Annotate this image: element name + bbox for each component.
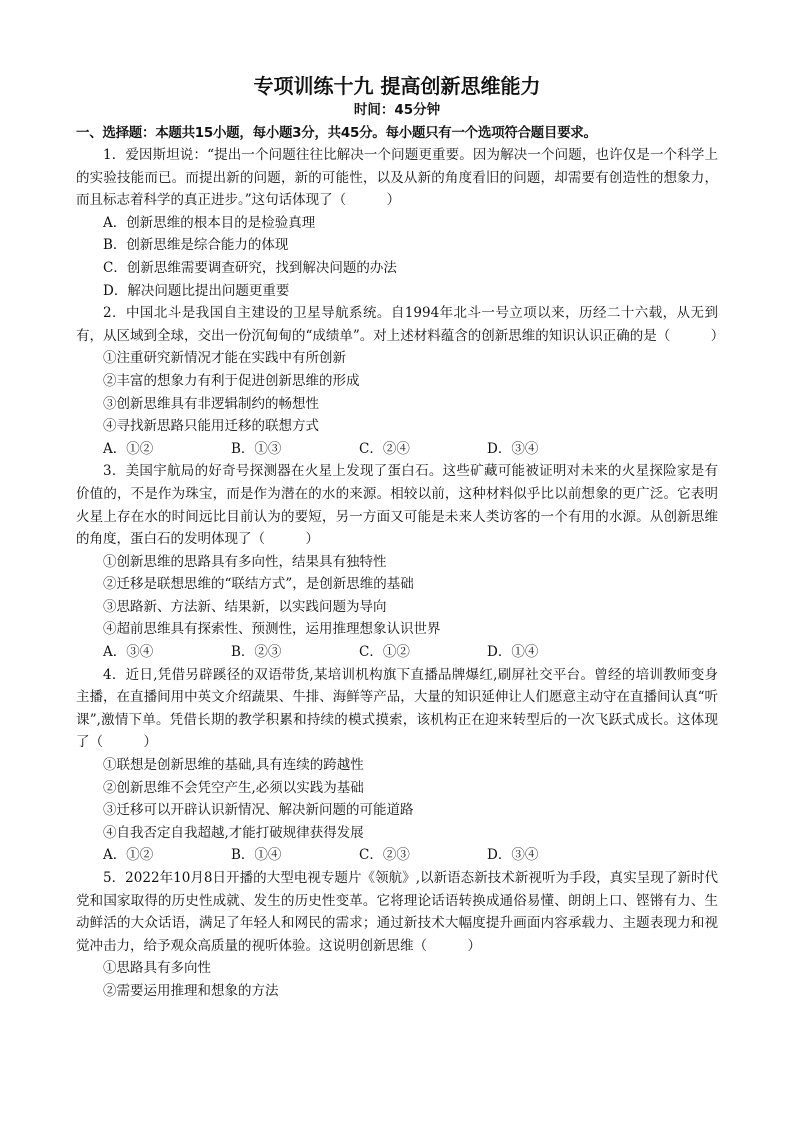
- question-stem: 4．近日,凭借另辟蹊径的双语带货,某培训机构旗下直播品牌爆红,刷屏社交平台。曾经的培训教师变身主播，在直播间用中英文介绍蔬果、牛排、海鲜等产品，大量的知识延伸让人们愿意主动守在直播间认真“听课”,激情下单。凭借长期的教学积累和持续的模式摸索，该机构正在迎来转型后的一次飞跃式成长。这体现了（ ）: [76, 666, 718, 751]
- statement-line: ③思路新、方法新、结果新，以实践问题为导向: [103, 598, 387, 615]
- answer-options: [76, 438, 718, 461]
- question-1: [76, 144, 718, 302]
- question-5: [76, 867, 718, 1003]
- statement-line: ①思路具有多向性: [103, 960, 211, 977]
- option-b: B．②③: [231, 644, 282, 661]
- statement-line: ①联想是创新思维的基础,具有连续的跨越性: [103, 757, 364, 774]
- option-a: A．①②: [103, 440, 154, 457]
- statement-line: ①注重研究新情况才能在实践中有所创新: [103, 350, 346, 367]
- option-c: C．①②: [359, 644, 410, 661]
- section-heading: 一、选择题：本题共15小题，每小题3分，共45分。每小题只有一个选项符合题目要求。: [76, 125, 597, 141]
- statement-line: ④自我否定自我超越,才能打破规律获得发展: [103, 824, 364, 841]
- choice-line: B．创新思维是综合能力的体现: [103, 237, 289, 254]
- choice-line: C．创新思维需要调查研究，找到解决问题的办法: [103, 259, 397, 276]
- option-d: D．③④: [487, 847, 539, 864]
- question-stem: 3．美国宇航局的好奇号探测器在火星上发现了蛋白石。这些矿藏可能被证明对未来的火星探险家是有价值的，不是作为珠宝，而是作为潜在的水的来源。相较以前，这种材料似乎比以前想象的更广泛。它表明火星上存在水的时间远比目前认为的要短，另一方面又可能是未来人类访客的一个有用的水源。从创新思维的角度，蛋白石的发明体现了（ ）: [76, 463, 718, 548]
- question-stem: 5．2022年10月8日开播的大型电视专题片《领航》,以新语态新技术新视听为手段，真实呈现了新时代党和国家取得的历史性成就、发生的历史性变革。它将理论话语转换成通俗易懂、朗朗上口、铿锵有力、生动鲜活的大众话语，满足了年轻人和网民的需求；通过新技术大幅度提升画面内容承载力、主题表现力和视觉冲击力，给予观众高质量的视听体验。这说明创新思维（ ）: [76, 870, 718, 954]
- statement-line: ③创新思维具有非逻辑制约的畅想性: [103, 395, 319, 412]
- question-stem: 2．中国北斗是我国自主建设的卫星导航系统。自1994年北斗一号立项以来，历经二十六载，从无到有，从区域到全球，交出一份沉甸甸的“成绩单”。对上述材料蕴含的创新思维的知识认识正确的是（ ）: [76, 305, 725, 344]
- question-3: [76, 460, 718, 663]
- statement-line: ③迁移可以开辟认识新情况、解决新问题的可能道路: [103, 802, 414, 819]
- option-a: A．①②: [103, 847, 154, 864]
- option-c: C．②③: [359, 847, 410, 864]
- option-c: C．②④: [359, 440, 410, 457]
- option-b: B．①④: [231, 847, 282, 864]
- statement-line: ②丰富的想象力有利于促进创新思维的形成: [103, 372, 360, 389]
- option-d: D．①④: [487, 644, 539, 661]
- option-b: B．①③: [231, 440, 282, 457]
- statement-line: ④超前思维具有探索性、预测性，运用推理想象认识世界: [103, 621, 441, 638]
- time-limit: 时间：45分钟: [353, 102, 441, 118]
- page-title: 专项训练十九 提高创新思维能力: [253, 74, 541, 98]
- statement-line: ②需要运用推理和想象的方法: [103, 982, 279, 999]
- statement-line: ②迁移是联想思维的“联结方式”，是创新思维的基础: [103, 576, 414, 593]
- statement-line: ④寻找新思路只能用迁移的联想方式: [103, 418, 319, 435]
- answer-options: [76, 641, 718, 664]
- question-4: [76, 664, 718, 867]
- statement-line: ②创新思维不会凭空产生,必须以实践为基础: [103, 779, 364, 796]
- question-stem: 1．爱因斯坦说：“提出一个问题往往比解决一个问题更重要。因为解决一个问题，也许仅是一个科学上的实验技能而已。而提出新的问题，新的可能性，以及从新的角度看旧的问题，却需要有创造性的想象力，而且标志着科学的真正进步。”这句话体现了（ ）: [76, 147, 718, 209]
- answer-options: [76, 844, 718, 867]
- choice-line: A．创新思维的根本目的是检验真理: [103, 214, 316, 231]
- option-d: D．③④: [487, 440, 539, 457]
- exam-page: [76, 72, 725, 1003]
- option-a: A．③④: [103, 644, 154, 661]
- choice-line: D．解决问题比提出问题更重要: [103, 282, 290, 299]
- statement-line: ①创新思维的思路具有多向性，结果具有独特性: [103, 553, 387, 570]
- question-2: [76, 302, 725, 460]
